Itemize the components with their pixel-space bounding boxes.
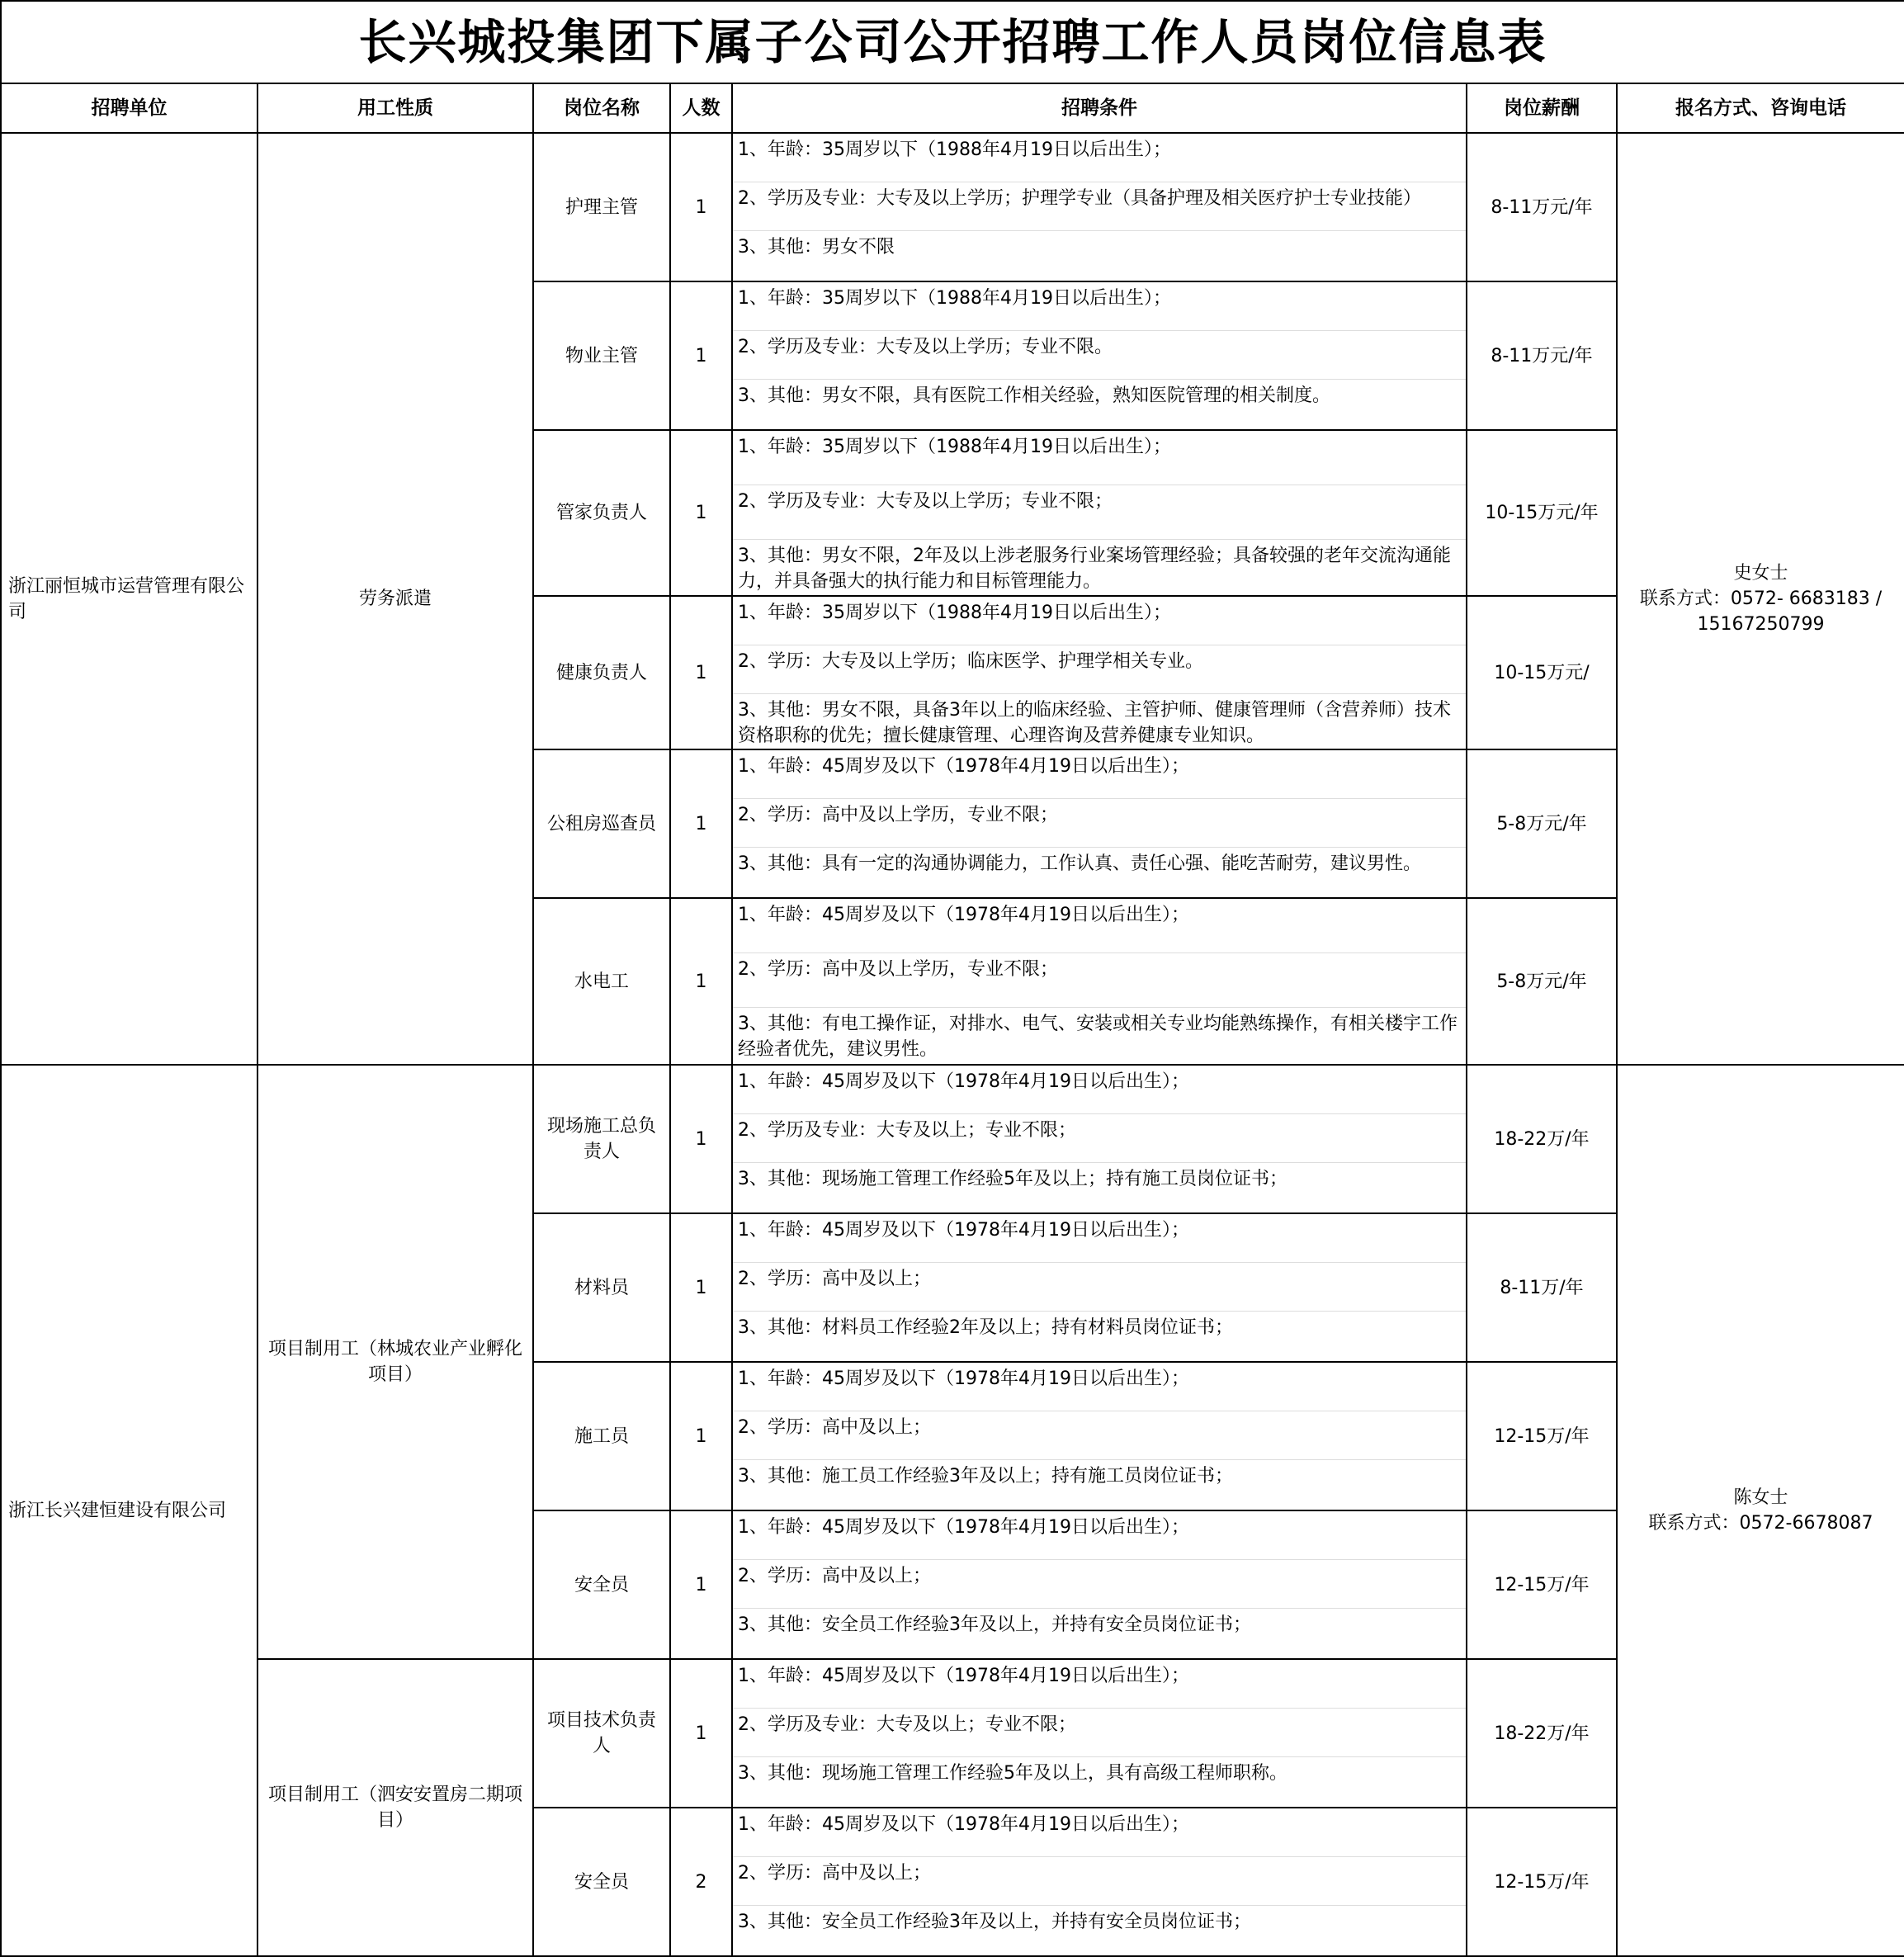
condition-line: 1、年龄：45周岁及以下（1978年4月19日以后出生）； [733, 1511, 1466, 1560]
count-cell: 1 [670, 430, 732, 596]
condition-line: 1、年龄：45周岁及以下（1978年4月19日以后出生）； [733, 1066, 1466, 1114]
conditions-cell [732, 133, 1467, 281]
salary-cell: 18-22万/年 [1467, 1659, 1617, 1808]
position-cell: 物业主管 [533, 281, 670, 430]
condition-line: 1、年龄：45周岁及以下（1978年4月19日以后出生）； [733, 750, 1466, 799]
condition-line: 2、学历及专业：大专及以上学历；专业不限。 [733, 331, 1466, 380]
position-cell: 现场施工总负责人 [533, 1065, 670, 1213]
contact-phone: 联系方式：0572-6678087 [1648, 1513, 1873, 1534]
conditions-cell [732, 1659, 1467, 1808]
salary-cell: 8-11万元/年 [1467, 281, 1617, 430]
condition-line: 1、年龄：45周岁及以下（1978年4月19日以后出生）； [733, 1808, 1466, 1857]
conditions-cell [732, 1065, 1467, 1213]
salary-cell: 12-15万/年 [1467, 1362, 1617, 1510]
count-cell: 1 [670, 133, 732, 281]
count-cell: 1 [670, 1362, 732, 1510]
salary-cell: 8-11万元/年 [1467, 133, 1617, 281]
contact-name: 史女士 [1733, 563, 1788, 584]
condition-line: 1、年龄：45周岁及以下（1978年4月19日以后出生）； [733, 1660, 1466, 1709]
table-row [1, 1065, 1904, 1213]
salary-cell: 10-15万元/年 [1467, 430, 1617, 596]
conditions-cell [732, 596, 1467, 749]
condition-line: 3、其他：现场施工管理工作经验5年及以上；持有施工员岗位证书； [738, 1169, 1287, 1189]
conditions-cell [732, 749, 1467, 898]
salary-cell: 5-8万元/年 [1467, 898, 1617, 1065]
condition-line: 3、其他：安全员工作经验3年及以上，并持有安全员岗位证书； [738, 1912, 1251, 1932]
condition-line: 2、学历：高中及以上； [733, 1263, 1466, 1312]
contact-name: 陈女士 [1733, 1487, 1788, 1508]
condition-line: 2、学历：大专及以上学历；临床医学、护理学相关专业。 [733, 645, 1466, 694]
position-cell: 护理主管 [533, 133, 670, 281]
conditions-cell [732, 1213, 1467, 1362]
condition-line: 2、学历及专业：大专及以上；专业不限； [733, 1114, 1466, 1163]
position-cell: 管家负责人 [533, 430, 670, 596]
header-count: 人数 [670, 83, 732, 133]
salary-cell: 10-15万元/ [1467, 596, 1617, 749]
condition-line: 2、学历：高中及以上学历，专业不限； [733, 953, 1466, 1008]
position-cell: 安全员 [533, 1510, 670, 1659]
condition-line: 2、学历：高中及以上； [733, 1857, 1466, 1906]
salary-cell: 18-22万/年 [1467, 1065, 1617, 1213]
nature-cell: 项目制用工（林城农业产业孵化项目） [257, 1065, 533, 1659]
count-cell: 1 [670, 596, 732, 749]
header-nature: 用工性质 [257, 83, 533, 133]
salary-cell: 12-15万/年 [1467, 1510, 1617, 1659]
condition-line: 1、年龄：45周岁及以下（1978年4月19日以后出生）； [733, 1214, 1466, 1263]
conditions-cell [732, 281, 1467, 430]
header-salary: 岗位薪酬 [1467, 83, 1617, 133]
position-cell: 材料员 [533, 1213, 670, 1362]
header-contact: 报名方式、咨询电话 [1617, 83, 1904, 133]
count-cell: 1 [670, 281, 732, 430]
condition-line: 1、年龄：35周岁以下（1988年4月19日以后出生）； [733, 134, 1466, 182]
page-title: 长兴城投集团下属子公司公开招聘工作人员岗位信息表 [1, 1, 1904, 83]
condition-line: 1、年龄：35周岁以下（1988年4月19日以后出生）； [733, 597, 1466, 645]
condition-line: 3、其他：具有一定的沟通协调能力，工作认真、责任心强、能吃苦耐劳，建议男性。 [738, 853, 1421, 874]
salary-cell: 8-11万/年 [1467, 1213, 1617, 1362]
conditions-cell [732, 1510, 1467, 1659]
condition-line: 3、其他：男女不限 [738, 237, 895, 258]
contact-phone: 联系方式：0572- 6683183 / 15167250799 [1639, 589, 1883, 635]
condition-line: 3、其他：施工员工作经验3年及以上；持有施工员岗位证书； [738, 1466, 1233, 1487]
count-cell: 1 [670, 1213, 732, 1362]
count-cell: 1 [670, 749, 732, 898]
contact-cell [1617, 1065, 1904, 1956]
condition-line: 2、学历及专业：大专及以上学历；护理学专业（具备护理及相关医疗护士专业技能） [733, 182, 1466, 231]
position-cell: 施工员 [533, 1362, 670, 1510]
count-cell: 1 [670, 898, 732, 1065]
condition-line: 1、年龄：35周岁以下（1988年4月19日以后出生）； [733, 431, 1466, 485]
count-cell: 2 [670, 1808, 732, 1956]
position-cell: 安全员 [533, 1808, 670, 1956]
contact-cell [1617, 133, 1904, 1065]
condition-line: 3、其他：安全员工作经验3年及以上，并持有安全员岗位证书； [738, 1614, 1251, 1635]
condition-line: 2、学历及专业：大专及以上学历；专业不限； [733, 485, 1466, 540]
position-cell: 公租房巡查员 [533, 749, 670, 898]
condition-line: 2、学历：高中及以上； [733, 1560, 1466, 1609]
condition-line: 3、其他：男女不限，具有医院工作相关经验，熟知医院管理的相关制度。 [738, 385, 1330, 406]
salary-cell: 12-15万/年 [1467, 1808, 1617, 1956]
condition-line: 1、年龄：45周岁及以下（1978年4月19日以后出生）； [733, 899, 1466, 953]
position-cell: 健康负责人 [533, 596, 670, 749]
header-row [1, 83, 1904, 133]
salary-cell: 5-8万元/年 [1467, 749, 1617, 898]
conditions-cell [732, 1362, 1467, 1510]
condition-line: 3、其他：材料员工作经验2年及以上；持有材料员岗位证书； [738, 1317, 1233, 1338]
condition-line: 2、学历：高中及以上学历，专业不限； [733, 799, 1466, 848]
table-row [1, 133, 1904, 281]
position-cell: 水电工 [533, 898, 670, 1065]
header-conditions: 招聘条件 [732, 83, 1467, 133]
count-cell: 1 [670, 1659, 732, 1808]
condition-line: 1、年龄：35周岁以下（1988年4月19日以后出生）； [733, 282, 1466, 331]
nature-cell: 劳务派遣 [257, 133, 533, 1065]
condition-line: 3、其他：现场施工管理工作经验5年及以上，具有高级工程师职称。 [738, 1763, 1287, 1784]
count-cell: 1 [670, 1065, 732, 1213]
header-unit: 招聘单位 [1, 83, 257, 133]
unit-cell: 浙江长兴建恒建设有限公司 [1, 1065, 257, 1956]
nature-cell: 项目制用工（泗安安置房二期项目） [257, 1659, 533, 1956]
condition-line: 3、其他：男女不限，2年及以上涉老服务行业案场管理经验；具备较强的老年交流沟通能力，并具备强大的执行能力和目标管理能力。 [738, 546, 1451, 592]
count-cell: 1 [670, 1510, 732, 1659]
condition-line: 2、学历及专业：大专及以上；专业不限； [733, 1709, 1466, 1757]
conditions-cell [732, 430, 1467, 596]
conditions-cell [732, 898, 1467, 1065]
conditions-cell [732, 1808, 1467, 1956]
unit-cell: 浙江丽恒城市运营管理有限公司 [1, 133, 257, 1065]
condition-line: 3、其他：有电工操作证，对排水、电气、安装或相关专业均能熟练操作，有相关楼宇工作经验者优先，建议男性。 [738, 1014, 1458, 1060]
condition-line: 1、年龄：45周岁及以下（1978年4月19日以后出生）； [733, 1363, 1466, 1411]
condition-line: 3、其他：男女不限，具备3年以上的临床经验、主管护师、健康管理师（含营养师）技术资格职称的优先；擅长健康管理、心理咨询及营养健康专业知识。 [738, 700, 1451, 746]
position-cell: 项目技术负责人 [533, 1659, 670, 1808]
header-position: 岗位名称 [533, 83, 670, 133]
condition-line: 2、学历：高中及以上； [733, 1411, 1466, 1460]
